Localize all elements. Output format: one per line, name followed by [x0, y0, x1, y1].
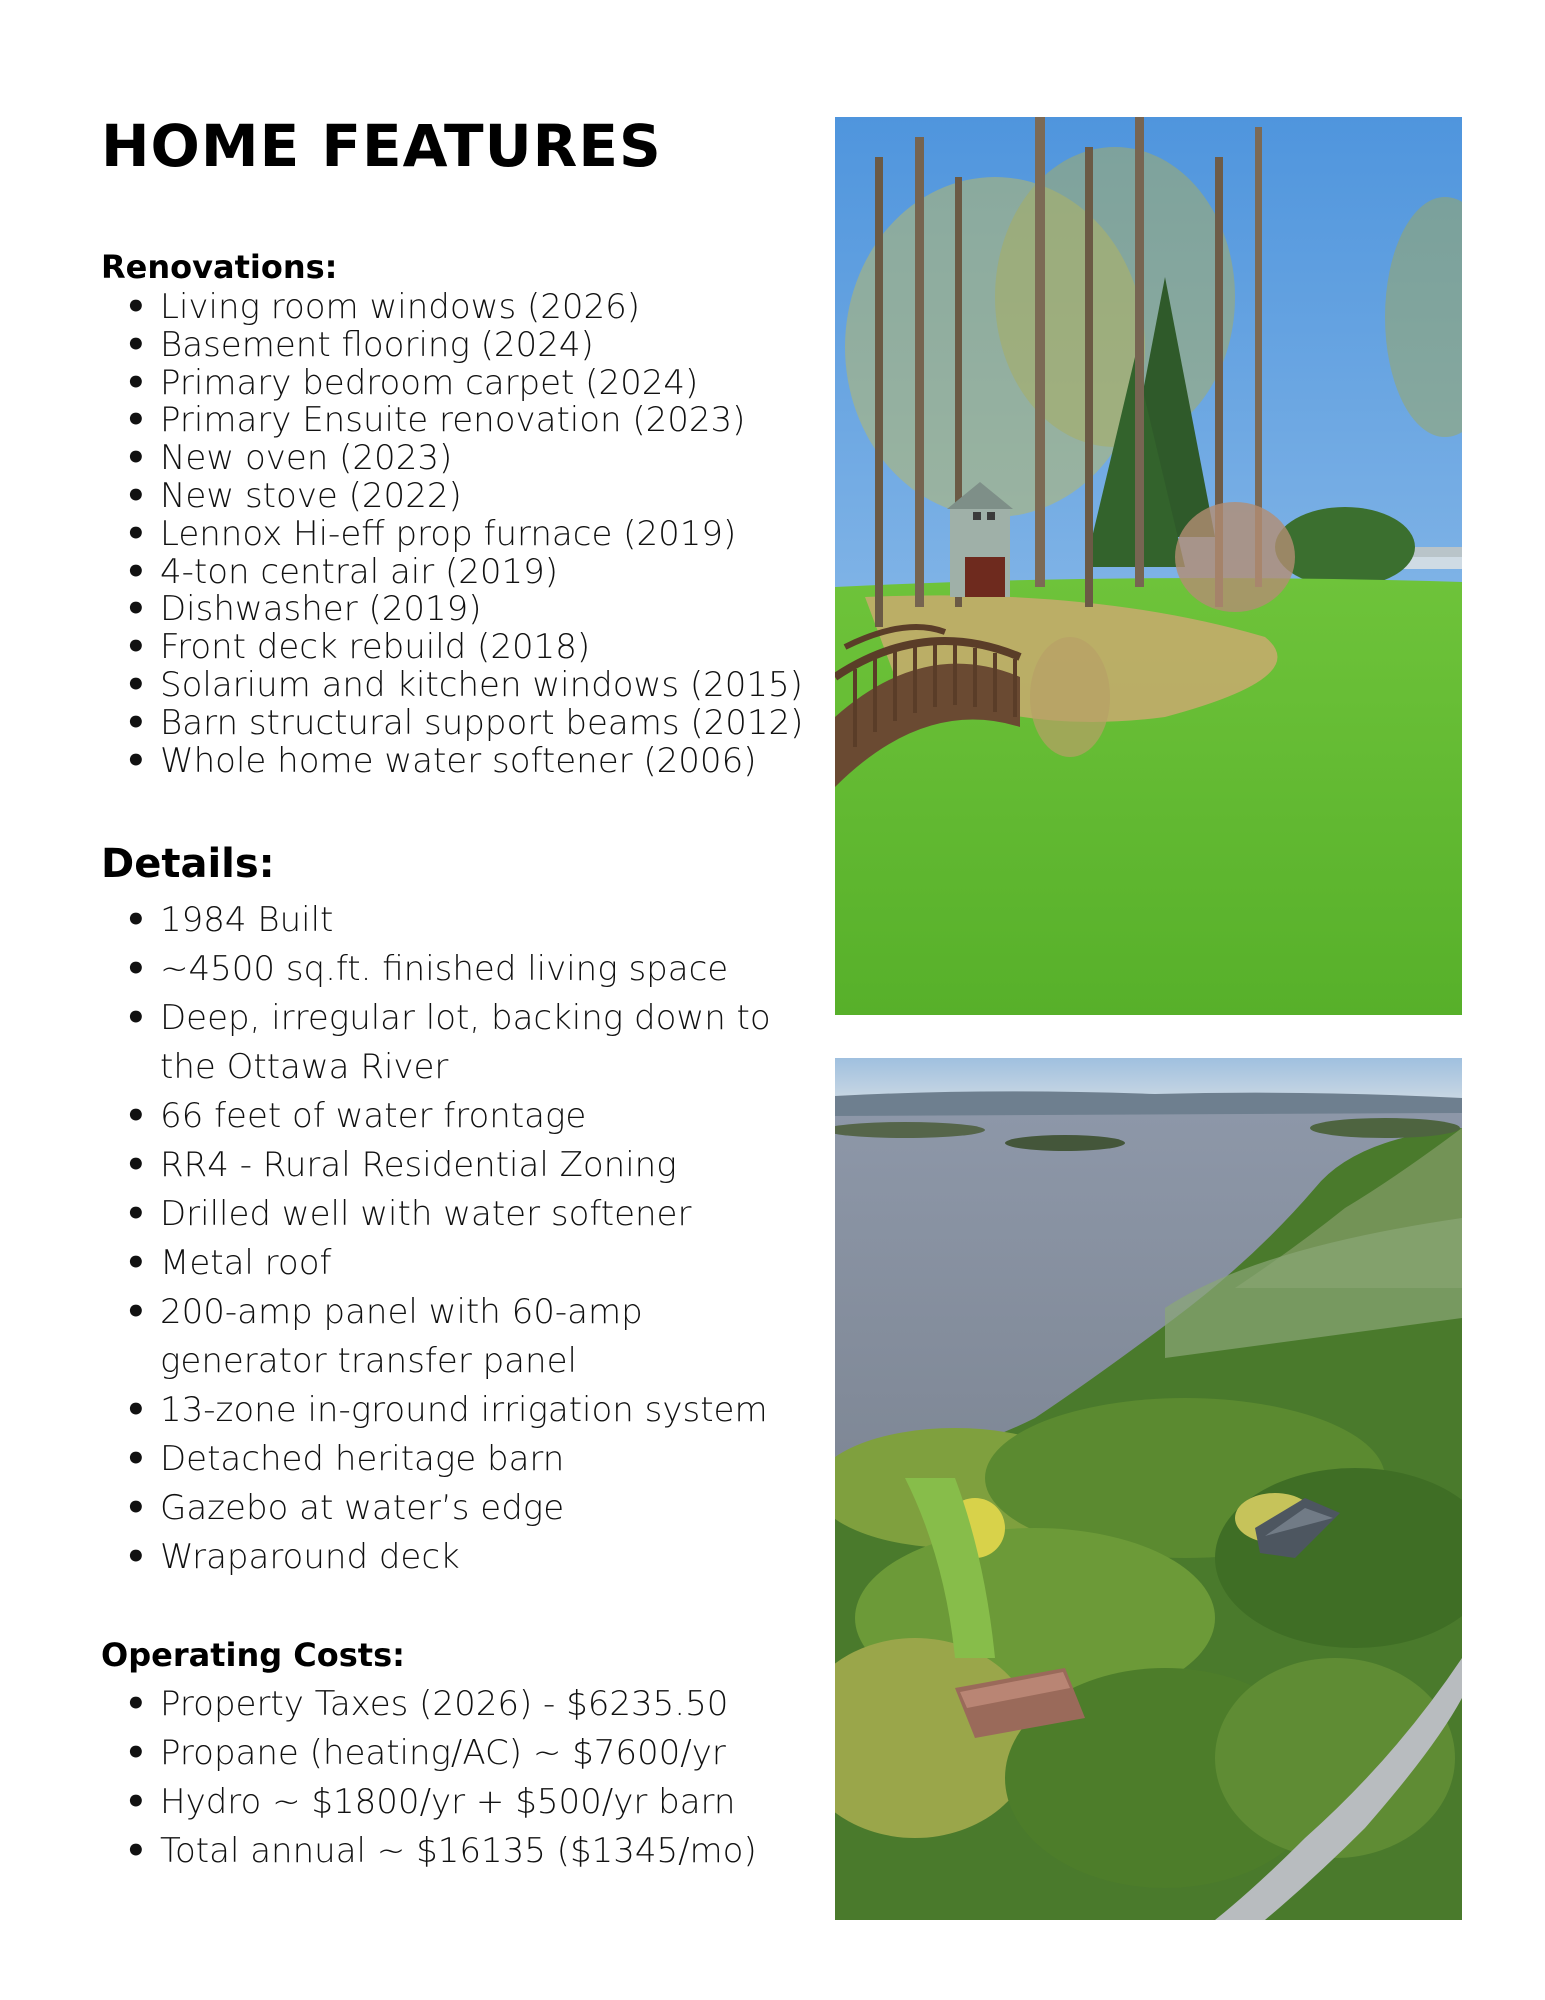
operating-costs-list — [101, 1680, 757, 1876]
list-item: • Detached heritage barn — [101, 1435, 860, 1484]
bullet-icon: • — [125, 1488, 147, 1528]
bullet-icon: • — [125, 1782, 147, 1822]
list-item: • Gazebo at water’s edge — [101, 1484, 860, 1533]
list-item: • New stove (2022) — [125, 475, 462, 516]
operating-costs-section — [101, 1630, 757, 1876]
bullet-icon: • — [125, 1733, 147, 1773]
list-item: • Barn structural support beams (2012) — [125, 702, 804, 743]
bullet-icon: • — [125, 1684, 147, 1724]
list-item: • 13-zone in-ground irrigation system — [101, 1386, 860, 1435]
bullet-icon: • — [125, 324, 147, 365]
renovations-list — [101, 289, 803, 780]
bullet-icon: • — [125, 1096, 147, 1136]
renovations-section — [101, 245, 803, 780]
list-item: • 200-amp panel with 60-amp generator transfer panel — [101, 1288, 720, 1386]
bullet-icon: • — [125, 589, 147, 630]
list-item: • Hydro ~ $1800/yr + $500/yr barn — [101, 1778, 757, 1827]
renovations-heading: Renovations: — [101, 248, 338, 286]
bullet-icon: • — [125, 1537, 147, 1577]
bullet-icon: • — [125, 949, 147, 989]
aerial-river-image — [835, 1058, 1462, 1920]
list-item: • ~4500 sq.ft. finished living space — [101, 945, 860, 994]
list-item: • Living room windows (2026) — [125, 287, 641, 327]
bullet-icon: • — [125, 1831, 147, 1871]
bullet-icon: • — [125, 664, 147, 705]
list-item: • Front deck rebuild (2018) — [125, 627, 591, 668]
bullet-icon: • — [125, 438, 147, 479]
yard-barn-photo — [835, 117, 1462, 1015]
bullet-icon: • — [125, 900, 147, 940]
bullet-icon: • — [125, 1145, 147, 1185]
list-item: • Lennox Hi-eff prop furnace (2019) — [125, 513, 737, 554]
bullet-icon: • — [125, 998, 147, 1038]
bullet-icon: • — [125, 627, 147, 668]
bullet-icon: • — [125, 1194, 147, 1234]
list-item: • Primary bedroom carpet (2024) — [125, 362, 699, 403]
bullet-icon: • — [125, 513, 147, 554]
bullet-icon: • — [125, 287, 147, 327]
bullet-icon: • — [125, 362, 147, 403]
list-item: • Propane (heating/AC) ~ $7600/yr — [101, 1729, 757, 1778]
yard-barn-image — [835, 117, 1462, 1015]
details-list — [101, 896, 860, 1582]
bullet-icon: • — [125, 551, 147, 592]
aerial-river-photo — [835, 1058, 1462, 1920]
list-item: • Deep, irregular lot, backing down to the Ottawa River — [101, 994, 800, 1092]
bullet-icon: • — [125, 475, 147, 516]
list-item: • 4-ton central air (2019) — [125, 551, 559, 592]
list-item: • Solarium and kitchen windows (2015) — [125, 664, 803, 705]
list-item: • New oven (2023) — [125, 438, 453, 479]
bullet-icon: • — [125, 1292, 147, 1332]
details-section — [101, 834, 860, 1582]
list-item: • Wraparound deck — [101, 1533, 860, 1582]
bullet-icon: • — [125, 1243, 147, 1283]
bullet-icon: • — [125, 702, 147, 743]
list-item: • Primary Ensuite renovation (2023) — [125, 400, 746, 441]
details-heading: Details: — [101, 841, 275, 887]
list-item: • Property Taxes (2026) - $6235.50 — [101, 1680, 757, 1729]
operating-costs-heading: Operating Costs: — [101, 1636, 405, 1674]
list-item: • Basement flooring (2024) — [125, 324, 594, 365]
list-item: • Total annual ~ $16135 ($1345/mo) — [101, 1827, 757, 1876]
list-item: • Whole home water softener (2006) — [125, 740, 757, 781]
bullet-icon: • — [125, 1439, 147, 1479]
bullet-icon: • — [125, 740, 147, 781]
list-item: • Drilled well with water softener — [101, 1190, 860, 1239]
bullet-icon: • — [125, 400, 147, 441]
list-item: • Dishwasher (2019) — [125, 589, 482, 630]
list-item: • RR4 - Rural Residential Zoning — [101, 1141, 860, 1190]
page-title: HOME FEATURES — [101, 112, 662, 180]
list-item: • Metal roof — [101, 1239, 860, 1288]
list-item: • 1984 Built — [101, 896, 860, 945]
bullet-icon: • — [125, 1390, 147, 1430]
list-item: • 66 feet of water frontage — [101, 1092, 860, 1141]
